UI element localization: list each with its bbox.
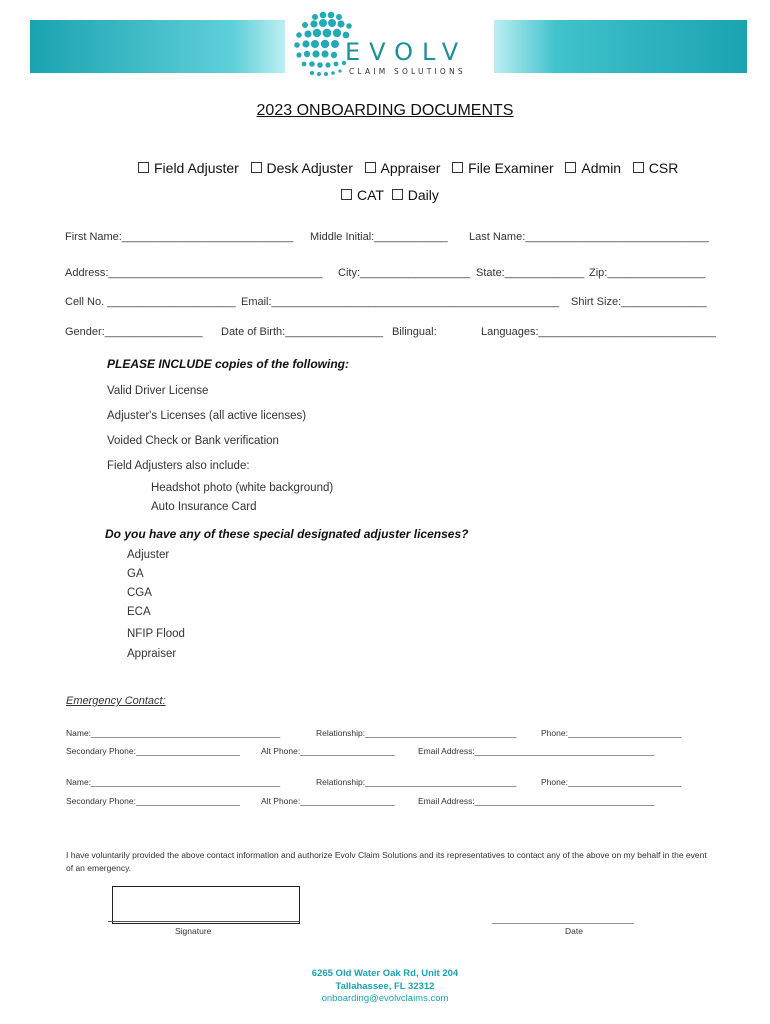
city-field[interactable]: City:__________________	[338, 267, 471, 279]
role-field-adjuster[interactable]: Field Adjuster	[138, 160, 239, 176]
evolv-logo	[285, 8, 495, 82]
include-heading: PLEASE INCLUDE copies of the following:	[107, 357, 350, 371]
middle-initial-field[interactable]: Middle Initial:____________	[310, 231, 448, 243]
include-item: Valid Driver License	[107, 385, 209, 397]
email-field[interactable]: Email:_______________________________________________	[241, 296, 560, 308]
role-desk-adjuster[interactable]: Desk Adjuster	[251, 160, 353, 176]
brand-name: EVOLV	[345, 38, 468, 66]
document-title: 2023 ONBOARDING DOCUMENTS	[256, 102, 514, 119]
license-item: NFIP Flood	[127, 628, 185, 640]
ec1-phone-field[interactable]: Phone:________________________	[541, 728, 682, 738]
ec1-name-field[interactable]: Name:________________________________________	[66, 728, 281, 738]
role-row-1	[138, 160, 678, 176]
role-daily[interactable]: Daily	[392, 187, 439, 203]
checkbox-icon[interactable]	[138, 162, 149, 173]
languages-field[interactable]: Languages:_____________________________	[481, 326, 716, 338]
role-file-examiner[interactable]: File Examiner	[452, 160, 554, 176]
shirt-size-field[interactable]: Shirt Size:______________	[571, 296, 707, 308]
ec2-name-field[interactable]: Name:________________________________________	[66, 777, 281, 787]
license-item: GA	[127, 568, 144, 580]
ec1-alt-phone-field[interactable]: Alt Phone:____________________	[261, 746, 395, 756]
first-name-field[interactable]: First Name:____________________________	[65, 231, 294, 243]
license-item: CGA	[127, 587, 152, 599]
include-item: Adjuster's Licenses (all active licenses)	[107, 410, 307, 422]
role-row-2	[341, 187, 439, 203]
checkbox-icon[interactable]	[452, 162, 463, 173]
ec1-secondary-phone-field[interactable]: Secondary Phone:______________________	[66, 746, 240, 756]
ec2-alt-phone-field[interactable]: Alt Phone:____________________	[261, 796, 395, 806]
role-appraiser[interactable]: Appraiser	[365, 160, 441, 176]
zip-field[interactable]: Zip:________________	[589, 267, 706, 279]
brand-subtitle: CLAIM SOLUTIONS	[349, 67, 466, 76]
address-field[interactable]: Address:___________________________________	[65, 267, 323, 279]
ec2-email-field[interactable]: Email Address:______________________________________	[418, 796, 655, 806]
include-item: Voided Check or Bank verification	[107, 435, 279, 447]
include-sub-item: Auto Insurance Card	[151, 501, 257, 513]
signature-line	[108, 921, 300, 922]
license-item: Appraiser	[127, 648, 177, 660]
last-name-field[interactable]: Last Name:______________________________	[469, 231, 709, 243]
date-label: Date	[565, 926, 583, 936]
footer-address-line2: Tallahassee, FL 32312	[335, 981, 435, 992]
signature-label: Signature	[175, 926, 212, 936]
checkbox-icon[interactable]	[341, 189, 352, 200]
state-field[interactable]: State:_____________	[476, 267, 585, 279]
signature-box[interactable]	[112, 886, 300, 924]
checkbox-icon[interactable]	[251, 162, 262, 173]
licenses-heading: Do you have any of these special designated adjuster licenses?	[105, 527, 469, 541]
consent-text: I have voluntarily provided the above contact information and authorize Evolv Claim Solutions and its representatives to contact any of the above on my behalf in the event of an emergency.	[66, 850, 707, 873]
include-sub-item: Headshot photo (white background)	[151, 482, 334, 494]
ec1-email-field[interactable]: Email Address:______________________________________	[418, 746, 655, 756]
gender-field[interactable]: Gender:________________	[65, 326, 203, 338]
checkbox-icon[interactable]	[633, 162, 644, 173]
license-item: Adjuster	[127, 549, 170, 561]
license-item: ECA	[127, 606, 151, 618]
role-admin[interactable]: Admin	[565, 160, 621, 176]
dob-field[interactable]: Date of Birth:________________	[221, 326, 384, 338]
ec2-phone-field[interactable]: Phone:________________________	[541, 777, 682, 787]
footer-email-link[interactable]: onboarding@evolvclaims.com	[321, 993, 449, 1004]
header-band-left	[30, 20, 285, 73]
header-band-right	[494, 20, 747, 73]
checkbox-icon[interactable]	[565, 162, 576, 173]
include-item: Field Adjusters also include:	[107, 460, 250, 472]
role-csr[interactable]: CSR	[633, 160, 679, 176]
date-line[interactable]: ______________________________	[492, 914, 634, 924]
ec2-secondary-phone-field[interactable]: Secondary Phone:______________________	[66, 796, 240, 806]
ec2-relationship-field[interactable]: Relationship:________________________________	[316, 777, 517, 787]
emergency-heading: Emergency Contact:	[66, 695, 166, 707]
checkbox-icon[interactable]	[365, 162, 376, 173]
footer-address-line1: 6265 Old Water Oak Rd, Unit 204	[311, 968, 459, 979]
ec1-relationship-field[interactable]: Relationship:________________________________	[316, 728, 517, 738]
cell-field[interactable]: Cell No. _____________________	[65, 296, 236, 308]
checkbox-icon[interactable]	[392, 189, 403, 200]
bilingual-field[interactable]: Bilingual:	[392, 326, 437, 338]
role-cat[interactable]: CAT	[341, 187, 384, 203]
